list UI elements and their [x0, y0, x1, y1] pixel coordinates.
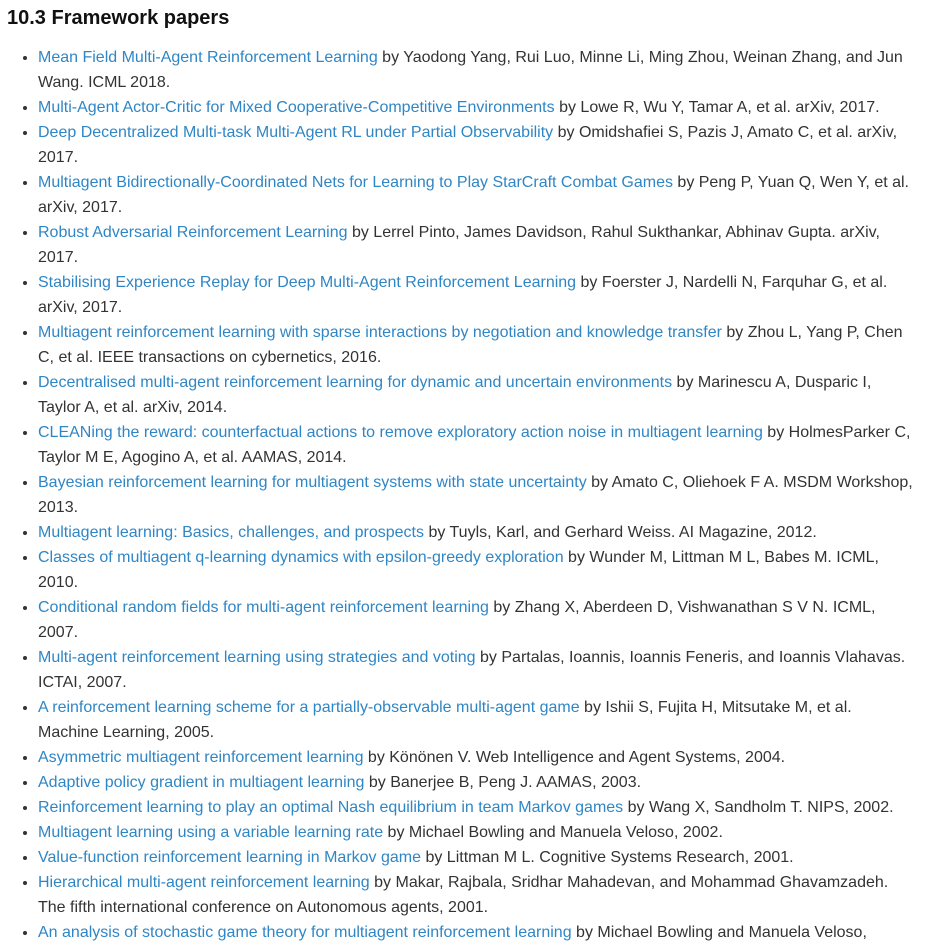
paper-link[interactable]: Reinforcement learning to play an optimal Nash equilibrium in team Markov games — [38, 799, 624, 816]
paper-citation: by Partalas, Ioannis, Ioannis Feneris, and Ioannis Vlahavas. ICTAI, 2007. — [38, 649, 906, 691]
paper-citation: by Wang X, Sandholm T. NIPS, 2002. — [623, 799, 894, 816]
list-item — [38, 45, 918, 95]
list-item — [38, 220, 918, 270]
list-item — [38, 470, 918, 520]
paper-link[interactable]: Hierarchical multi-agent reinforcement learning — [38, 874, 370, 891]
paper-citation: by Tuyls, Karl, and Gerhard Weiss. AI Magazine, 2012. — [424, 524, 817, 541]
list-item — [38, 270, 918, 320]
section-heading: 10.3 Framework papers — [7, 7, 230, 29]
list-item — [38, 520, 918, 545]
list-item — [38, 870, 918, 920]
paper-link[interactable]: Conditional random fields for multi-agent reinforcement learning — [38, 599, 489, 616]
paper-citation: by Peng P, Yuan Q, Wen Y, et al. arXiv, 2017. — [38, 174, 909, 216]
list-item — [38, 920, 918, 945]
list-item — [38, 545, 918, 595]
paper-citation: by Amato C, Oliehoek F A. MSDM Workshop, 2013. — [38, 474, 913, 516]
paper-citation: by Michael Bowling and Manuela Veloso, 2002. — [383, 824, 723, 841]
paper-citation: by Zhang X, Aberdeen D, Vishwanathan S V N. ICML, 2007. — [38, 599, 876, 641]
list-item — [38, 370, 918, 420]
paper-citation: by Littman M L. Cognitive Systems Research, 2001. — [421, 849, 794, 866]
paper-link[interactable]: Adaptive policy gradient in multiagent learning — [38, 774, 365, 791]
paper-link[interactable]: Asymmetric multiagent reinforcement learning — [38, 749, 364, 766]
paper-link[interactable]: Robust Adversarial Reinforcement Learning — [38, 224, 348, 241]
paper-link[interactable]: CLEANing the reward: counterfactual actions to remove exploratory action noise in multiagent learning — [38, 424, 763, 441]
paper-link[interactable]: Classes of multiagent q-learning dynamics with epsilon-greedy exploration — [38, 549, 564, 566]
list-item — [38, 595, 918, 645]
paper-link[interactable]: Multiagent Bidirectionally-Coordinated Nets for Learning to Play StarCraft Combat Games — [38, 174, 673, 191]
paper-link[interactable]: Decentralised multi-agent reinforcement learning for dynamic and uncertain environments — [38, 374, 673, 391]
list-item — [38, 745, 918, 770]
list-item — [38, 795, 918, 820]
paper-citation: by Lowe R, Wu Y, Tamar A, et al. arXiv, 2017. — [554, 99, 880, 116]
paper-citation: by Michael Bowling and Manuela Veloso, — [571, 924, 867, 941]
paper-link[interactable]: Stabilising Experience Replay for Deep Multi-Agent Reinforcement Learning — [38, 274, 577, 291]
list-item — [38, 120, 918, 170]
list-item — [38, 320, 918, 370]
paper-citation: by Lerrel Pinto, James Davidson, Rahul Sukthankar, Abhinav Gupta. arXiv, 2017. — [38, 224, 880, 266]
paper-citation: by Makar, Rajbala, Sridhar Mahadevan, and Mohammad Ghavamzadeh. The fifth international conference on Autonomous agents, 2001. — [38, 874, 889, 916]
paper-link[interactable]: Multiagent reinforcement learning with sparse interactions by negotiation and knowledge transfer — [38, 324, 722, 341]
paper-link[interactable]: Bayesian reinforcement learning for multiagent systems with state uncertainty — [38, 474, 587, 491]
paper-citation: by Zhou L, Yang P, Chen C, et al. IEEE transactions on cybernetics, 2016. — [38, 324, 903, 366]
paper-citation: by Omidshafiei S, Pazis J, Amato C, et al. arXiv, 2017. — [38, 124, 898, 166]
list-item — [38, 845, 918, 870]
list-item — [38, 820, 918, 845]
paper-link[interactable]: Mean Field Multi-Agent Reinforcement Learning — [38, 49, 378, 66]
list-item — [38, 645, 918, 695]
list-item — [38, 420, 918, 470]
paper-citation: by Wunder M, Littman M L, Babes M. ICML, 2010. — [38, 549, 879, 591]
paper-citation: by Marinescu A, Dusparic I, Taylor A, et al. arXiv, 2014. — [38, 374, 872, 416]
paper-link[interactable]: Multi-Agent Actor-Critic for Mixed Cooperative-Competitive Environments — [38, 99, 555, 116]
list-item — [38, 695, 918, 745]
paper-link[interactable]: Value-function reinforcement learning in Markov game — [38, 849, 422, 866]
paper-citation: by Yaodong Yang, Rui Luo, Minne Li, Ming Zhou, Weinan Zhang, and Jun Wang. ICML 2018. — [38, 49, 903, 91]
list-item — [38, 170, 918, 220]
list-item — [38, 95, 918, 120]
paper-list — [7, 45, 918, 945]
paper-citation: by Banerjee B, Peng J. AAMAS, 2003. — [364, 774, 642, 791]
paper-link[interactable]: Multi-agent reinforcement learning using strategies and voting — [38, 649, 476, 666]
paper-link[interactable]: Multiagent learning using a variable learning rate — [38, 824, 384, 841]
paper-citation: by Ishii S, Fujita H, Mitsutake M, et al. Machine Learning, 2005. — [38, 699, 852, 741]
paper-link[interactable]: Multiagent learning: Basics, challenges, and prospects — [38, 524, 424, 541]
paper-link[interactable]: An analysis of stochastic game theory for multiagent reinforcement learning — [38, 924, 572, 941]
paper-citation: by HolmesParker C, Taylor M E, Agogino A, et al. AAMAS, 2014. — [38, 424, 911, 466]
paper-link[interactable]: Deep Decentralized Multi-task Multi-Agent RL under Partial Observability — [38, 124, 554, 141]
paper-link[interactable]: A reinforcement learning scheme for a partially-observable multi-agent game — [38, 699, 580, 716]
paper-citation: by Foerster J, Nardelli N, Farquhar G, et al. arXiv, 2017. — [38, 274, 888, 316]
paper-citation: by Könönen V. Web Intelligence and Agent Systems, 2004. — [363, 749, 786, 766]
list-item — [38, 770, 918, 795]
